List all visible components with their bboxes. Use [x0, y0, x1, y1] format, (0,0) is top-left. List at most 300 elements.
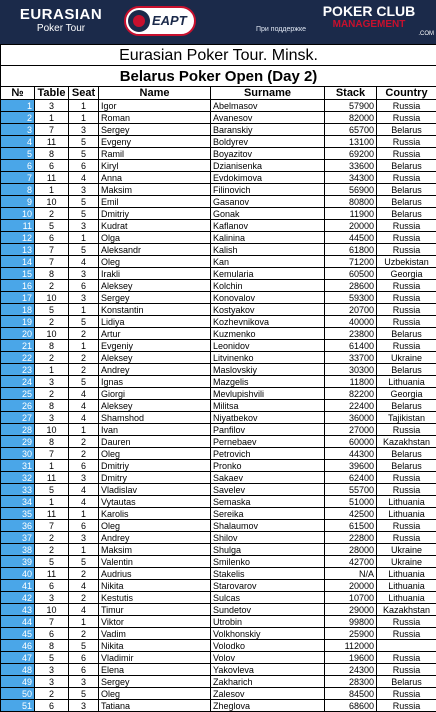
- surname: Leonidov: [211, 340, 325, 352]
- table-row: [1, 100, 436, 112]
- seat-number: 1: [69, 340, 99, 352]
- stack: 30300: [325, 364, 377, 376]
- seat-number: 4: [69, 484, 99, 496]
- seat-number: 1: [69, 616, 99, 628]
- row-number: 24: [1, 376, 35, 388]
- surname: Stakelis: [211, 568, 325, 580]
- country: Russia: [377, 484, 436, 496]
- seat-number: 5: [69, 208, 99, 220]
- country: Ukraine: [377, 544, 436, 556]
- seat-number: 6: [69, 160, 99, 172]
- stack: 13100: [325, 136, 377, 148]
- row-number: 48: [1, 664, 35, 676]
- stack: 36000: [325, 412, 377, 424]
- surname: Kozhevnikova: [211, 316, 325, 328]
- stack: 80800: [325, 196, 377, 208]
- first-name: Dmitriy: [99, 460, 211, 472]
- surname: Pernebaev: [211, 436, 325, 448]
- surname: Smilenko: [211, 556, 325, 568]
- stack: 20000: [325, 220, 377, 232]
- row-number: 22: [1, 352, 35, 364]
- table-number: 8: [35, 400, 69, 412]
- table-row: [1, 316, 436, 328]
- table-number: 8: [35, 148, 69, 160]
- table-number: 2: [35, 316, 69, 328]
- stack: 19600: [325, 652, 377, 664]
- row-number: 9: [1, 196, 35, 208]
- table-number: 5: [35, 484, 69, 496]
- first-name: Kestutis: [99, 592, 211, 604]
- table-number: 10: [35, 196, 69, 208]
- country: Russia: [377, 664, 436, 676]
- table-row: [1, 328, 436, 340]
- country: [377, 640, 436, 652]
- surname: Kuzmenko: [211, 328, 325, 340]
- surname: Avanesov: [211, 112, 325, 124]
- table-row: [1, 208, 436, 220]
- table-number: 1: [35, 184, 69, 196]
- first-name: Nikita: [99, 640, 211, 652]
- first-name: Audrius: [99, 568, 211, 580]
- country: Russia: [377, 100, 436, 112]
- country: Belarus: [377, 160, 436, 172]
- table-row: [1, 136, 436, 148]
- table-row: [1, 556, 436, 568]
- first-name: Andrey: [99, 532, 211, 544]
- first-name: Aleksey: [99, 352, 211, 364]
- stack: 69200: [325, 148, 377, 160]
- table-number: 5: [35, 556, 69, 568]
- row-number: 5: [1, 148, 35, 160]
- table-row: [1, 484, 436, 496]
- seat-number: 6: [69, 460, 99, 472]
- seat-number: 5: [69, 688, 99, 700]
- table-number: 7: [35, 244, 69, 256]
- first-name: Vytautas: [99, 496, 211, 508]
- seat-number: 1: [69, 304, 99, 316]
- row-number: 32: [1, 472, 35, 484]
- row-number: 28: [1, 424, 35, 436]
- seat-number: 4: [69, 256, 99, 268]
- country: Russia: [377, 304, 436, 316]
- eurasian-poker-tour-logo: [6, 6, 116, 38]
- row-number: 50: [1, 688, 35, 700]
- table-number: 2: [35, 208, 69, 220]
- table-body: [1, 100, 436, 712]
- first-name: Viktor: [99, 616, 211, 628]
- first-name: Igor: [99, 100, 211, 112]
- table-number: 7: [35, 256, 69, 268]
- surname: Abelmasov: [211, 100, 325, 112]
- stack: 60000: [325, 436, 377, 448]
- table-row: [1, 256, 436, 268]
- surname: Niyatbekov: [211, 412, 325, 424]
- seat-number: 2: [69, 352, 99, 364]
- table-number: 5: [35, 220, 69, 232]
- row-number: 18: [1, 304, 35, 316]
- surname: Kemularia: [211, 268, 325, 280]
- header-seat: Seat: [69, 87, 99, 100]
- table-number: 6: [35, 628, 69, 640]
- surname: Panfilov: [211, 424, 325, 436]
- first-name: Oleg: [99, 448, 211, 460]
- row-number: 43: [1, 604, 35, 616]
- table-row: [1, 160, 436, 172]
- seat-number: 2: [69, 328, 99, 340]
- first-name: Ignas: [99, 376, 211, 388]
- stack: 33700: [325, 352, 377, 364]
- row-number: 31: [1, 460, 35, 472]
- seat-number: 4: [69, 496, 99, 508]
- first-name: Aleksandr: [99, 244, 211, 256]
- row-number: 44: [1, 616, 35, 628]
- seat-number: 4: [69, 400, 99, 412]
- stack: 22400: [325, 400, 377, 412]
- seat-number: 6: [69, 664, 99, 676]
- first-name: Aleksey: [99, 400, 211, 412]
- table-row: [1, 532, 436, 544]
- stack: 82000: [325, 112, 377, 124]
- first-name: Giorgi: [99, 388, 211, 400]
- country: Lithuania: [377, 592, 436, 604]
- row-number: 49: [1, 676, 35, 688]
- stack: 10700: [325, 592, 377, 604]
- row-number: 36: [1, 520, 35, 532]
- stack: 68600: [325, 700, 377, 712]
- table-row: [1, 520, 436, 532]
- stack: 112000: [325, 640, 377, 652]
- surname: Maslovskiy: [211, 364, 325, 376]
- surname: Filinovich: [211, 184, 325, 196]
- table-row: [1, 148, 436, 160]
- stack: 25900: [325, 628, 377, 640]
- table-number: 3: [35, 592, 69, 604]
- first-name: Karolis: [99, 508, 211, 520]
- table-row: [1, 676, 436, 688]
- stack: 24300: [325, 664, 377, 676]
- row-number: 14: [1, 256, 35, 268]
- country: Russia: [377, 244, 436, 256]
- eapt-logo-text: EAPT: [152, 13, 187, 28]
- seat-number: 3: [69, 472, 99, 484]
- seat-number: 4: [69, 412, 99, 424]
- stack: 61500: [325, 520, 377, 532]
- seat-number: 3: [69, 676, 99, 688]
- country: Russia: [377, 172, 436, 184]
- table-row: [1, 184, 436, 196]
- stack: 84500: [325, 688, 377, 700]
- surname: Shalaumov: [211, 520, 325, 532]
- table-number: 10: [35, 292, 69, 304]
- stack: 11900: [325, 208, 377, 220]
- country: Russia: [377, 652, 436, 664]
- table-number: 3: [35, 412, 69, 424]
- first-name: Dmitry: [99, 472, 211, 484]
- table-number: 10: [35, 424, 69, 436]
- table-number: 11: [35, 472, 69, 484]
- row-number: 4: [1, 136, 35, 148]
- stack: 20000: [325, 580, 377, 592]
- table-number: 7: [35, 448, 69, 460]
- surname: Volkhonskiy: [211, 628, 325, 640]
- table-row: [1, 376, 436, 388]
- first-name: Dmitriy: [99, 208, 211, 220]
- table-number: 3: [35, 664, 69, 676]
- table-number: 11: [35, 508, 69, 520]
- table-number: 11: [35, 172, 69, 184]
- seat-number: 3: [69, 532, 99, 544]
- first-name: Oleg: [99, 688, 211, 700]
- surname: Litvinenko: [211, 352, 325, 364]
- seat-number: 4: [69, 172, 99, 184]
- seat-number: 1: [69, 232, 99, 244]
- header-banner: [0, 0, 436, 44]
- surname: Zalesov: [211, 688, 325, 700]
- header-country: Country: [377, 87, 436, 100]
- seat-number: 2: [69, 448, 99, 460]
- table-number: 1: [35, 364, 69, 376]
- row-number: 35: [1, 508, 35, 520]
- row-number: 27: [1, 412, 35, 424]
- country: Lithuania: [377, 568, 436, 580]
- country: Russia: [377, 424, 436, 436]
- table-row: [1, 604, 436, 616]
- first-name: Timur: [99, 604, 211, 616]
- country: Belarus: [377, 400, 436, 412]
- surname: Zakharich: [211, 676, 325, 688]
- stack: 34300: [325, 172, 377, 184]
- stack: 82200: [325, 388, 377, 400]
- row-number: 51: [1, 700, 35, 712]
- table-row: [1, 664, 436, 676]
- stack: 28300: [325, 676, 377, 688]
- stack: 44300: [325, 448, 377, 460]
- row-number: 34: [1, 496, 35, 508]
- country: Ukraine: [377, 556, 436, 568]
- header-number: №: [1, 87, 35, 100]
- table-row: [1, 544, 436, 556]
- table-number: 6: [35, 160, 69, 172]
- table-row: [1, 652, 436, 664]
- country: Russia: [377, 520, 436, 532]
- stack: 27000: [325, 424, 377, 436]
- country: Russia: [377, 136, 436, 148]
- row-number: 39: [1, 556, 35, 568]
- table-row: [1, 292, 436, 304]
- stack: 61800: [325, 244, 377, 256]
- surname: Volov: [211, 652, 325, 664]
- surname: Mevlupishvili: [211, 388, 325, 400]
- table-subtitle-row: [1, 66, 436, 87]
- surname: Gasanov: [211, 196, 325, 208]
- seat-number: 2: [69, 436, 99, 448]
- table-row: [1, 400, 436, 412]
- seat-number: 2: [69, 592, 99, 604]
- table-number: 10: [35, 604, 69, 616]
- first-name: Andrey: [99, 364, 211, 376]
- stack: 59300: [325, 292, 377, 304]
- stack: 11800: [325, 376, 377, 388]
- table-row: [1, 568, 436, 580]
- stack: 71200: [325, 256, 377, 268]
- table-number: 8: [35, 640, 69, 652]
- country: Russia: [377, 532, 436, 544]
- seat-number: 4: [69, 604, 99, 616]
- surname: Savelev: [211, 484, 325, 496]
- row-number: 1: [1, 100, 35, 112]
- seat-number: 1: [69, 424, 99, 436]
- stack: 65700: [325, 124, 377, 136]
- table-number: 2: [35, 352, 69, 364]
- table-number: 1: [35, 112, 69, 124]
- row-number: 13: [1, 244, 35, 256]
- country: Russia: [377, 616, 436, 628]
- seat-number: 5: [69, 556, 99, 568]
- surname: Kan: [211, 256, 325, 268]
- first-name: Tatiana: [99, 700, 211, 712]
- country: Lithuania: [377, 376, 436, 388]
- row-number: 38: [1, 544, 35, 556]
- first-name: Emil: [99, 196, 211, 208]
- stack: 42700: [325, 556, 377, 568]
- surname: Zheglova: [211, 700, 325, 712]
- table-row: [1, 364, 436, 376]
- stack: 28600: [325, 280, 377, 292]
- country: Kazakhstan: [377, 436, 436, 448]
- country: Uzbekistan: [377, 256, 436, 268]
- first-name: Oleg: [99, 256, 211, 268]
- table-number: 11: [35, 568, 69, 580]
- first-name: Oleg: [99, 520, 211, 532]
- country: Belarus: [377, 676, 436, 688]
- eapt-emblem-icon: [128, 10, 150, 32]
- table-row: [1, 424, 436, 436]
- first-name: Artur: [99, 328, 211, 340]
- table-row: [1, 640, 436, 652]
- seat-number: 5: [69, 244, 99, 256]
- country: Russia: [377, 292, 436, 304]
- seat-number: 4: [69, 580, 99, 592]
- surname: Semaska: [211, 496, 325, 508]
- table-number: 1: [35, 460, 69, 472]
- country: Russia: [377, 700, 436, 712]
- surname: Kolchin: [211, 280, 325, 292]
- seat-number: 5: [69, 136, 99, 148]
- header-name: Name: [99, 87, 211, 100]
- header-surname: Surname: [211, 87, 325, 100]
- row-number: 11: [1, 220, 35, 232]
- surname: Volodko: [211, 640, 325, 652]
- surname: Dzianisenka: [211, 160, 325, 172]
- table-number: 7: [35, 124, 69, 136]
- table-number: 2: [35, 688, 69, 700]
- country: Russia: [377, 628, 436, 640]
- first-name: Sergey: [99, 676, 211, 688]
- table-row: [1, 448, 436, 460]
- stack: 42500: [325, 508, 377, 520]
- surname: Kostyakov: [211, 304, 325, 316]
- first-name: Ramil: [99, 148, 211, 160]
- stack: 20700: [325, 304, 377, 316]
- stack: 57900: [325, 100, 377, 112]
- table-number: 11: [35, 136, 69, 148]
- country: Russia: [377, 220, 436, 232]
- row-number: 6: [1, 160, 35, 172]
- table-number: 1: [35, 496, 69, 508]
- surname: Kaflanov: [211, 220, 325, 232]
- table-row: [1, 592, 436, 604]
- seat-number: 5: [69, 196, 99, 208]
- table-number: 3: [35, 676, 69, 688]
- table-subtitle: Belarus Poker Open (Day 2): [1, 66, 436, 87]
- table-row: [1, 508, 436, 520]
- country: Belarus: [377, 460, 436, 472]
- country: Russia: [377, 280, 436, 292]
- table-number: 2: [35, 388, 69, 400]
- first-name: Lidiya: [99, 316, 211, 328]
- first-name: Valentin: [99, 556, 211, 568]
- table-number: 8: [35, 340, 69, 352]
- row-number: 29: [1, 436, 35, 448]
- seat-number: 2: [69, 568, 99, 580]
- first-name: Shamshod: [99, 412, 211, 424]
- seat-number: 6: [69, 280, 99, 292]
- country: Belarus: [377, 328, 436, 340]
- surname: Kalinina: [211, 232, 325, 244]
- country: Russia: [377, 232, 436, 244]
- table-row: [1, 280, 436, 292]
- surname: Boldyrev: [211, 136, 325, 148]
- seat-number: 5: [69, 316, 99, 328]
- seat-number: 6: [69, 520, 99, 532]
- country: Ukraine: [377, 352, 436, 364]
- first-name: Kudrat: [99, 220, 211, 232]
- table-number: 2: [35, 532, 69, 544]
- row-number: 41: [1, 580, 35, 592]
- table-number: 6: [35, 580, 69, 592]
- row-number: 33: [1, 484, 35, 496]
- first-name: Elena: [99, 664, 211, 676]
- players-table: [0, 44, 436, 712]
- table-row: [1, 172, 436, 184]
- seat-number: 4: [69, 388, 99, 400]
- table-row: [1, 436, 436, 448]
- row-number: 3: [1, 124, 35, 136]
- row-number: 30: [1, 448, 35, 460]
- surname: Shulga: [211, 544, 325, 556]
- logo-subtitle: Poker Tour: [6, 23, 116, 35]
- first-name: Ivan: [99, 424, 211, 436]
- row-number: 46: [1, 640, 35, 652]
- pcm-subtitle: MANAGEMENT: [304, 19, 434, 30]
- table-number: 10: [35, 328, 69, 340]
- seat-number: 5: [69, 148, 99, 160]
- row-number: 10: [1, 208, 35, 220]
- surname: Utrobin: [211, 616, 325, 628]
- row-number: 7: [1, 172, 35, 184]
- header-table: Table: [35, 87, 69, 100]
- table-row: [1, 124, 436, 136]
- surname: Sakaev: [211, 472, 325, 484]
- stack: 44500: [325, 232, 377, 244]
- table-row: [1, 472, 436, 484]
- seat-number: 6: [69, 652, 99, 664]
- table-row: [1, 196, 436, 208]
- seat-number: 1: [69, 544, 99, 556]
- surname: Shilov: [211, 532, 325, 544]
- table-number: 3: [35, 376, 69, 388]
- country: Russia: [377, 688, 436, 700]
